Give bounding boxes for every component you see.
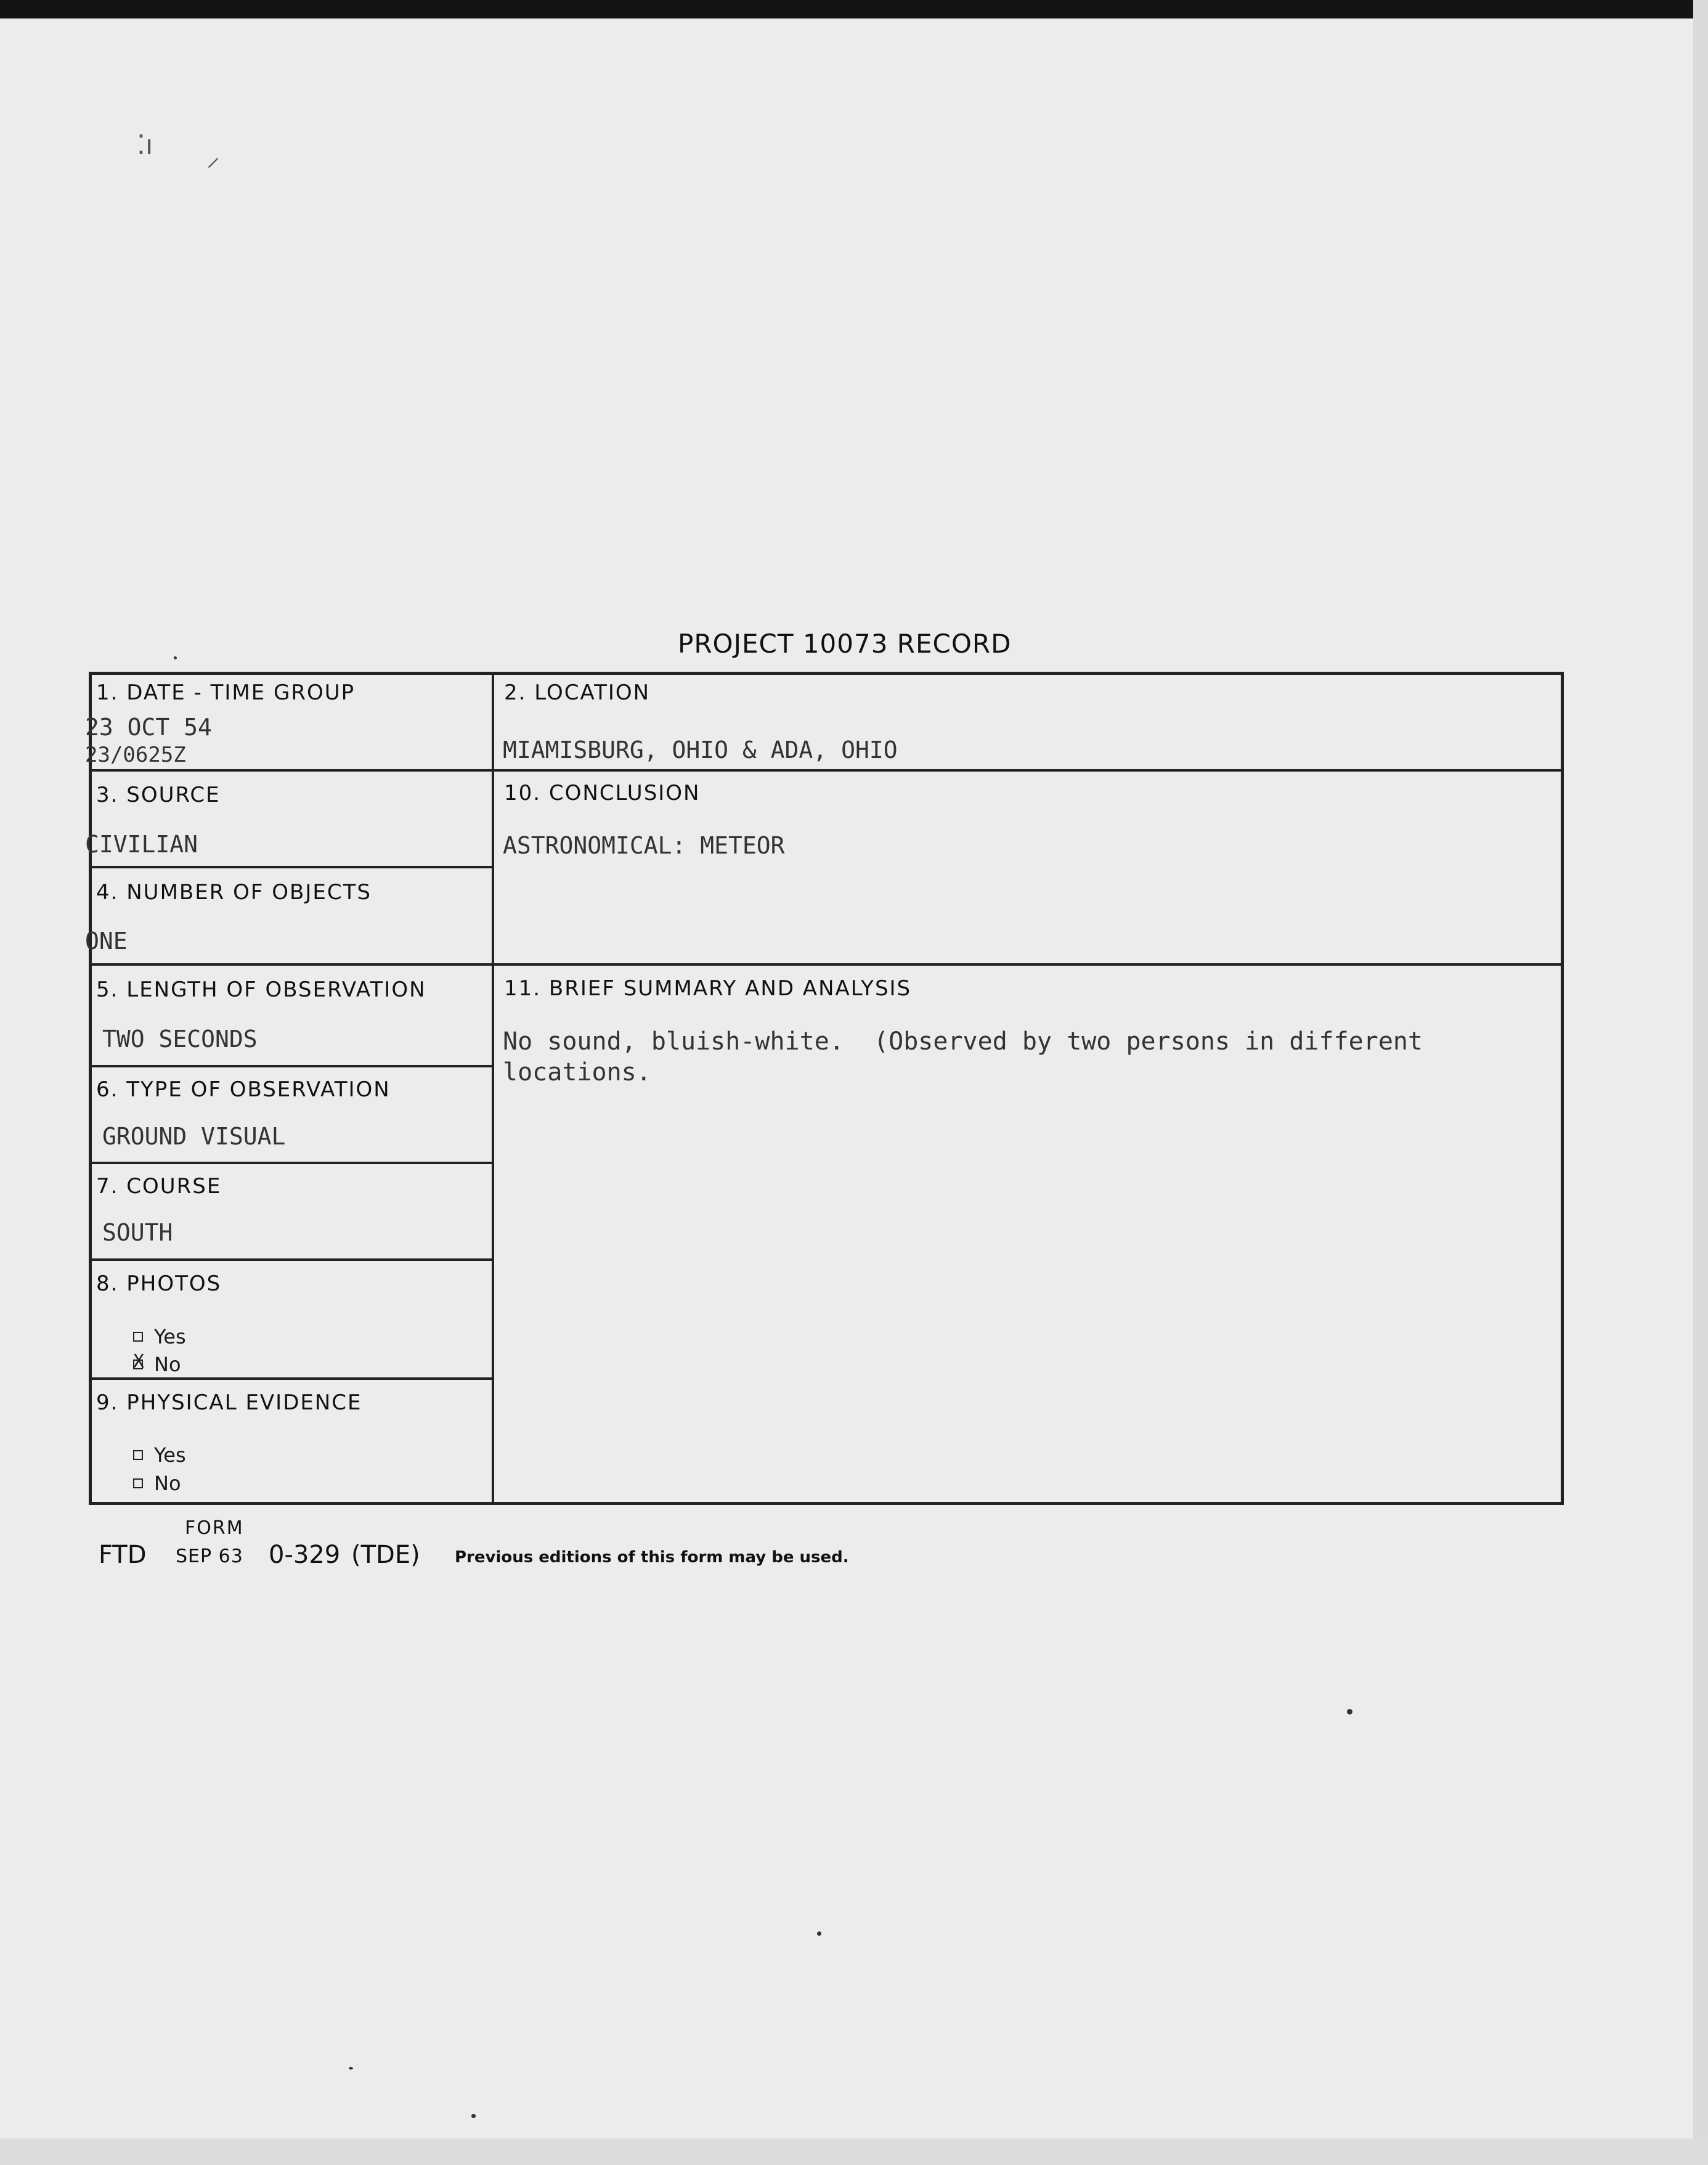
scan-speck xyxy=(1347,1709,1352,1714)
physical-evidence-no-checkbox[interactable] xyxy=(133,1478,143,1488)
time-value: 23/0625Z xyxy=(85,743,186,767)
photos-no-label: No xyxy=(154,1353,181,1376)
footer-agency: FTD xyxy=(99,1541,147,1569)
physical-evidence-yes-checkbox[interactable] xyxy=(133,1450,143,1460)
length-of-observation-label: 5. LENGTH OF OBSERVATION xyxy=(96,977,426,1002)
type-of-observation-label: 6. TYPE OF OBSERVATION xyxy=(96,1077,391,1102)
scan-border-right xyxy=(1693,0,1708,2165)
physical-evidence-label: 9. PHYSICAL EVIDENCE xyxy=(96,1390,362,1415)
physical-evidence-yes-option[interactable] xyxy=(133,1443,186,1467)
physical-evidence-yes-label: Yes xyxy=(154,1443,186,1467)
row-divider xyxy=(89,866,493,868)
location-value: MIAMISBURG, OHIO & ADA, OHIO xyxy=(503,736,898,764)
number-of-objects-value: ONE xyxy=(85,928,128,955)
column-divider xyxy=(492,672,494,1505)
type-of-observation-value: GROUND VISUAL xyxy=(102,1123,286,1150)
photos-yes-checkbox[interactable] xyxy=(133,1332,143,1342)
footer-note: Previous editions of this form may be used. xyxy=(455,1548,849,1567)
scan-border-top xyxy=(0,0,1708,18)
scan-smudge-mark: ⁚ı xyxy=(137,129,153,161)
photos-yes-option[interactable] xyxy=(133,1325,186,1348)
source-label: 3. SOURCE xyxy=(96,783,221,807)
row-divider xyxy=(89,1162,493,1164)
scan-speck xyxy=(471,2114,476,2118)
row-divider xyxy=(89,1065,493,1067)
summary-text: No sound, bluish-white. (Observed by two persons in different locations. xyxy=(503,1027,1438,1087)
photos-no-checkbox[interactable] xyxy=(133,1360,143,1369)
location-label: 2. LOCATION xyxy=(504,680,651,705)
footer-form-number: 0-329 xyxy=(269,1541,341,1569)
footer-form-word: FORM xyxy=(185,1517,244,1539)
number-of-objects-label: 4. NUMBER OF OBJECTS xyxy=(96,880,372,905)
scan-speck xyxy=(817,1931,821,1936)
photos-yes-label: Yes xyxy=(154,1325,186,1348)
scan-speck xyxy=(174,656,177,659)
conclusion-value: ASTRONOMICAL: METEOR xyxy=(503,832,785,859)
physical-evidence-no-option[interactable] xyxy=(133,1472,181,1495)
row-divider xyxy=(89,769,1564,772)
scan-smudge-mark: ⸝ xyxy=(206,141,220,173)
conclusion-label: 10. CONCLUSION xyxy=(504,781,701,805)
footer-edition: SEP 63 xyxy=(176,1546,243,1567)
scan-border-bottom xyxy=(0,2138,1708,2165)
scan-speck xyxy=(349,2067,353,2069)
photos-no-option[interactable] xyxy=(133,1353,181,1376)
physical-evidence-no-label: No xyxy=(154,1472,181,1495)
date-time-label: 1. DATE - TIME GROUP xyxy=(96,680,356,705)
footer-office: (TDE) xyxy=(351,1541,420,1569)
form-title: PROJECT 10073 RECORD xyxy=(678,629,1012,659)
row-divider xyxy=(89,1377,493,1380)
date-value: 23 OCT 54 xyxy=(85,714,212,741)
summary-label: 11. BRIEF SUMMARY AND ANALYSIS xyxy=(504,976,912,1001)
course-label: 7. COURSE xyxy=(96,1174,222,1199)
course-value: SOUTH xyxy=(102,1219,173,1246)
length-of-observation-value: TWO SECONDS xyxy=(102,1025,258,1053)
photos-label: 8. PHOTOS xyxy=(96,1271,222,1296)
row-divider xyxy=(89,963,1564,966)
row-divider xyxy=(89,1258,493,1261)
source-value: CIVILIAN xyxy=(85,831,198,858)
